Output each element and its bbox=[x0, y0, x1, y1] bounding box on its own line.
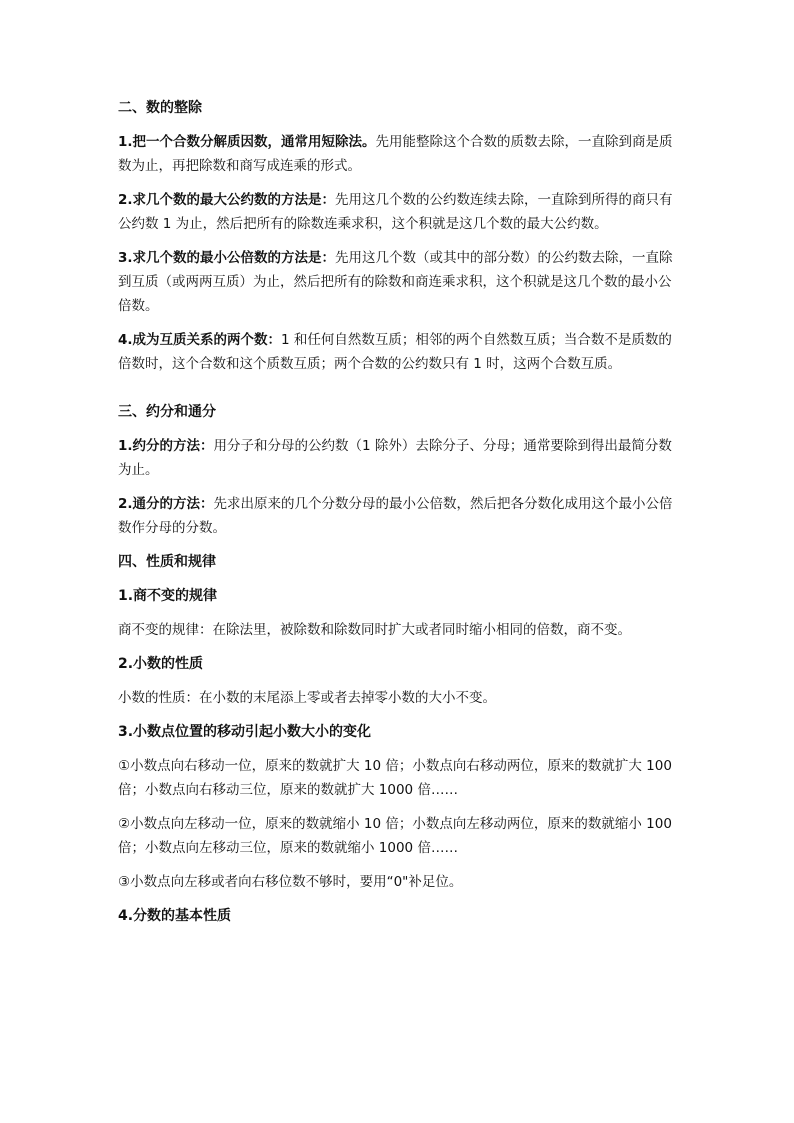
paragraph-gcd-method bbox=[118, 188, 678, 236]
section-spacer bbox=[118, 386, 678, 400]
paragraph-lead: 4.成为互质关系的两个数： bbox=[118, 332, 282, 348]
paragraph-decimal-shift-left: ②小数点向左移动一位，原来的数就缩小 10 倍；小数点向左移动两位，原来的数就缩小 100 倍；小数点向左移动三位，原来的数就缩小 1000 倍…… bbox=[118, 816, 672, 856]
paragraph-common-denominator-method bbox=[118, 492, 678, 540]
paragraph-decimal-shift-padding: ③小数点向左移或者向右移位数不够时，要用“0"补足位。 bbox=[118, 874, 463, 890]
section-title-integer-division: 二、数的整除 bbox=[118, 100, 202, 116]
paragraph-reduction-method bbox=[118, 434, 678, 482]
paragraph-coprime-pairs bbox=[118, 328, 678, 376]
paragraph-lead: 1.把一个合数分解质因数，通常用短除法。 bbox=[118, 134, 376, 150]
subsection-title-decimal-point-shift: 3.小数点位置的移动引起小数大小的变化 bbox=[118, 724, 372, 740]
paragraph-lead: 2.通分的方法： bbox=[118, 496, 214, 512]
paragraph-text: 先求出原来的几个分数分母的最小公倍数，然后把各分数化成用这个最小公倍数作分母的分数。 bbox=[118, 496, 673, 536]
subsection-title-decimal-property: 2.小数的性质 bbox=[118, 656, 204, 672]
paragraph-lcm-method bbox=[118, 246, 678, 318]
subsection-title-fraction-property: 4.分数的基本性质 bbox=[118, 908, 232, 924]
subsection-title-quotient-rule: 1.商不变的规律 bbox=[118, 588, 218, 604]
paragraph-decimal-shift-right: ①小数点向右移动一位，原来的数就扩大 10 倍；小数点向右移动两位，原来的数就扩大 100 倍；小数点向右移动三位，原来的数就扩大 1000 倍…… bbox=[118, 758, 672, 798]
paragraph-text: 用分子和分母的公约数（1 除外）去除分子、分母；通常要除到得出最简分数为止。 bbox=[118, 438, 672, 478]
paragraph-decimal-property: 小数的性质：在小数的末尾添上零或者去掉零小数的大小不变。 bbox=[118, 690, 496, 706]
paragraph-text: 先用这几个数的公约数连续去除，一直除到所得的商只有公约数 1 为止，然后把所有的除数连乘求积，这个积就是这几个数的最大公约数。 bbox=[118, 192, 673, 232]
paragraph-lead: 1.约分的方法： bbox=[118, 438, 214, 454]
paragraph-text: 先用这几个数（或其中的部分数）的公约数去除，一直除到互质（或两两互质）为止，然后把所有的除数和商连乘求积，这个积就是这几个数的最小公倍数。 bbox=[118, 250, 673, 314]
paragraph-text: 1 和任何自然数互质；相邻的两个自然数互质；当合数不是质数的倍数时，这个合数和这个质数互质；两个合数的公约数只有 1 时，这两个合数互质。 bbox=[118, 332, 672, 372]
section-title-properties: 四、性质和规律 bbox=[118, 554, 216, 570]
paragraph-quotient-rule: 商不变的规律：在除法里，被除数和除数同时扩大或者同时缩小相同的倍数，商不变。 bbox=[118, 622, 631, 638]
paragraph-text: 先用能整除这个合数的质数去除，一直除到商是质数为止，再把除数和商写成连乘的形式。 bbox=[118, 134, 673, 174]
paragraph-prime-factorization bbox=[118, 130, 678, 178]
paragraph-lead: 3.求几个数的最小公倍数的方法是： bbox=[118, 250, 336, 266]
section-title-reduction: 三、约分和通分 bbox=[118, 404, 216, 420]
paragraph-lead: 2.求几个数的最大公约数的方法是： bbox=[118, 192, 336, 208]
document-content bbox=[118, 96, 678, 938]
